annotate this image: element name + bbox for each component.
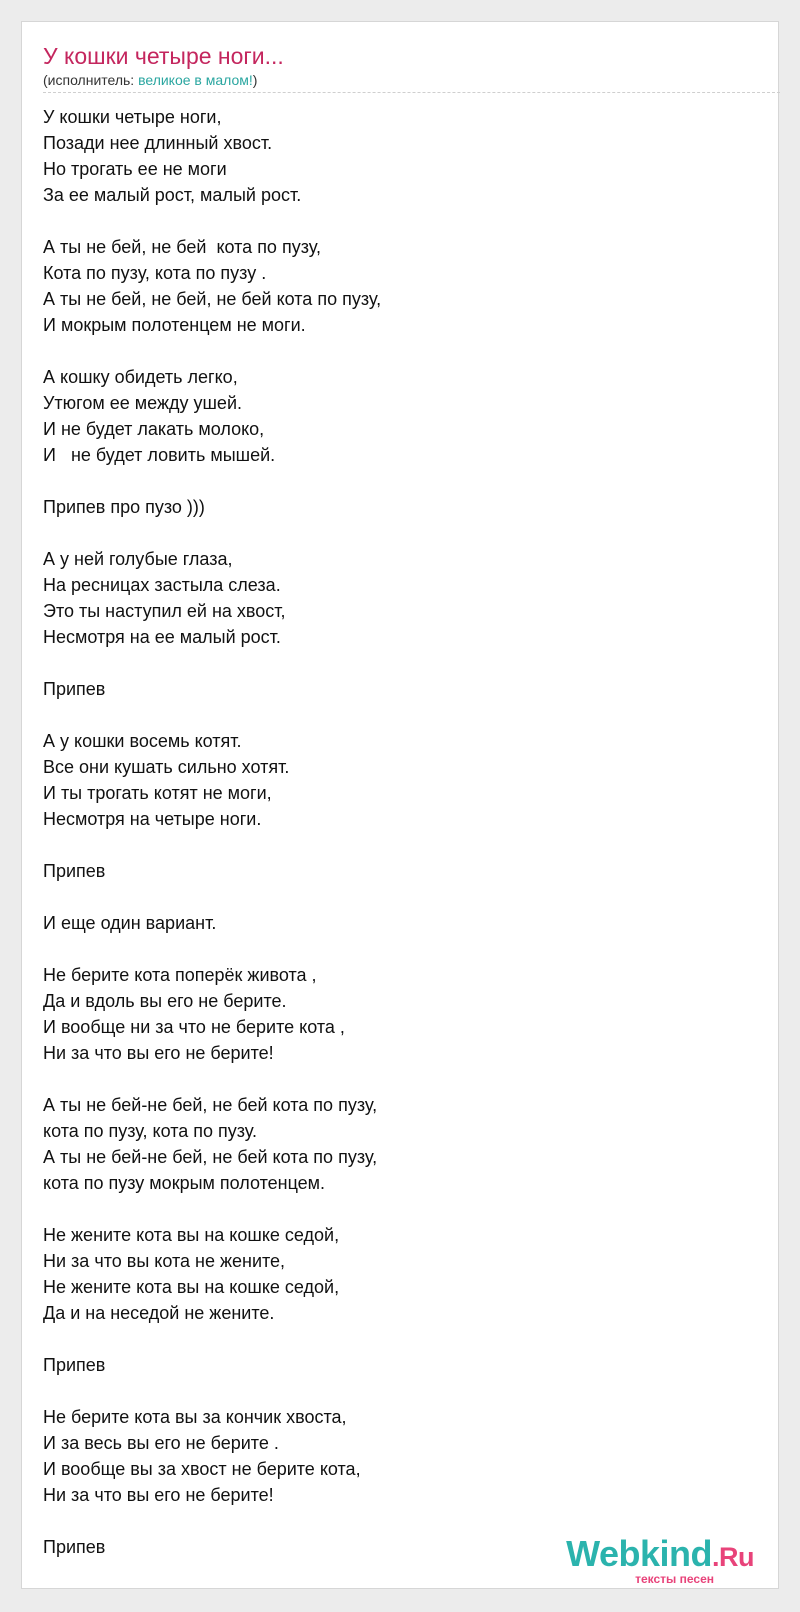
lyrics-line: Припев [43,861,106,881]
lyrics-line: Припев [43,1537,106,1557]
lyrics-stanza [43,546,763,650]
lyrics-line: Не берите кота поперёк живота , [43,965,317,985]
lyrics-line: кота по пузу мокрым полотенцем. [43,1173,326,1193]
lyrics-stanza [43,104,763,208]
lyrics-stanza [43,494,763,520]
song-title: У кошки четыре ноги... [43,43,284,69]
lyrics-line: А ты не бей, не бей кота по пузу, [43,237,321,257]
lyrics-line: Все они кушать сильно хотят. [43,757,290,777]
lyrics-line: И еще один вариант. [43,913,217,933]
lyrics-line: Припев [43,679,106,699]
lyrics-stanza [43,234,763,338]
lyrics-line: Не берите кота вы за кончик хвоста, [43,1407,347,1427]
lyrics-stanza [43,364,763,468]
lyrics-stanza [43,858,763,884]
lyrics-stanza [43,1222,763,1326]
lyrics-line: Утюгом ее между ушей. [43,393,242,413]
lyrics-line: Позади нее длинный хвост. [43,133,273,153]
lyrics-line: И за весь вы его не берите . [43,1433,279,1453]
lyrics-line: Да и вдоль вы его не берите. [43,991,287,1011]
performer-prefix: (исполнитель: [43,72,139,88]
site-logo[interactable] [544,1534,754,1586]
lyrics-stanza [43,1352,763,1378]
lyrics-line: кота по пузу, кота по пузу. [43,1121,258,1141]
title-divider [43,92,780,93]
lyrics-card [21,21,779,1589]
lyrics-line: Припев [43,1355,106,1375]
lyrics-line: Это ты наступил ей на хвост, [43,601,286,621]
performer-line [43,71,257,89]
lyrics-line: На ресницах застыла слеза. [43,575,281,595]
logo-wordmark [544,1534,754,1577]
lyrics-stanza [43,910,763,936]
lyrics-line: И ты трогать котят не моги, [43,783,272,803]
lyrics-line: Несмотря на четыре ноги. [43,809,262,829]
lyrics-line: Ни за что вы кота не жените, [43,1251,286,1271]
lyrics-stanza [43,962,763,1066]
lyrics-line: У кошки четыре ноги, [43,107,222,127]
lyrics-line: Да и на неседой не жените. [43,1303,275,1323]
lyrics-line: И не будет лакать молоко, [43,419,265,439]
lyrics-text [43,104,763,1586]
lyrics-line: Не жените кота вы на кошке седой, [43,1277,340,1297]
lyrics-line: И мокрым полотенцем не моги. [43,315,306,335]
logo-tagline: тексты песен [635,1572,714,1586]
performer-link[interactable]: великое в малом! [138,72,253,88]
lyrics-stanza [43,1404,763,1508]
lyrics-line: А у кошки восемь котят. [43,731,242,751]
lyrics-line: И вообще ни за что не берите кота , [43,1017,345,1037]
lyrics-line: И не будет ловить мышей. [43,445,276,465]
performer-suffix: ) [252,72,258,88]
lyrics-line: Кота по пузу, кота по пузу . [43,263,267,283]
logo-name: Webkind [566,1533,712,1574]
lyrics-line: Ни за что вы его не берите! [43,1485,274,1505]
lyrics-line: А ты не бей, не бей, не бей кота по пузу, [43,289,382,309]
lyrics-line: За ее малый рост, малый рост. [43,185,302,205]
lyrics-line: А ты не бей-не бей, не бей кота по пузу, [43,1147,378,1167]
lyrics-line: А ты не бей-не бей, не бей кота по пузу, [43,1095,378,1115]
lyrics-line: А кошку обидеть легко, [43,367,238,387]
lyrics-line: Припев про пузо ))) [43,497,205,517]
lyrics-stanza [43,1092,763,1196]
lyrics-line: Не жените кота вы на кошке седой, [43,1225,340,1245]
lyrics-stanza [43,728,763,832]
logo-tld: .Ru [712,1542,754,1572]
lyrics-line: А у ней голубые глаза, [43,549,233,569]
lyrics-line: Несмотря на ее малый рост. [43,627,281,647]
lyrics-line: И вообще вы за хвост не берите кота, [43,1459,361,1479]
lyrics-line: Но трогать ее не моги [43,159,227,179]
lyrics-line: Ни за что вы его не берите! [43,1043,274,1063]
lyrics-stanza [43,676,763,702]
